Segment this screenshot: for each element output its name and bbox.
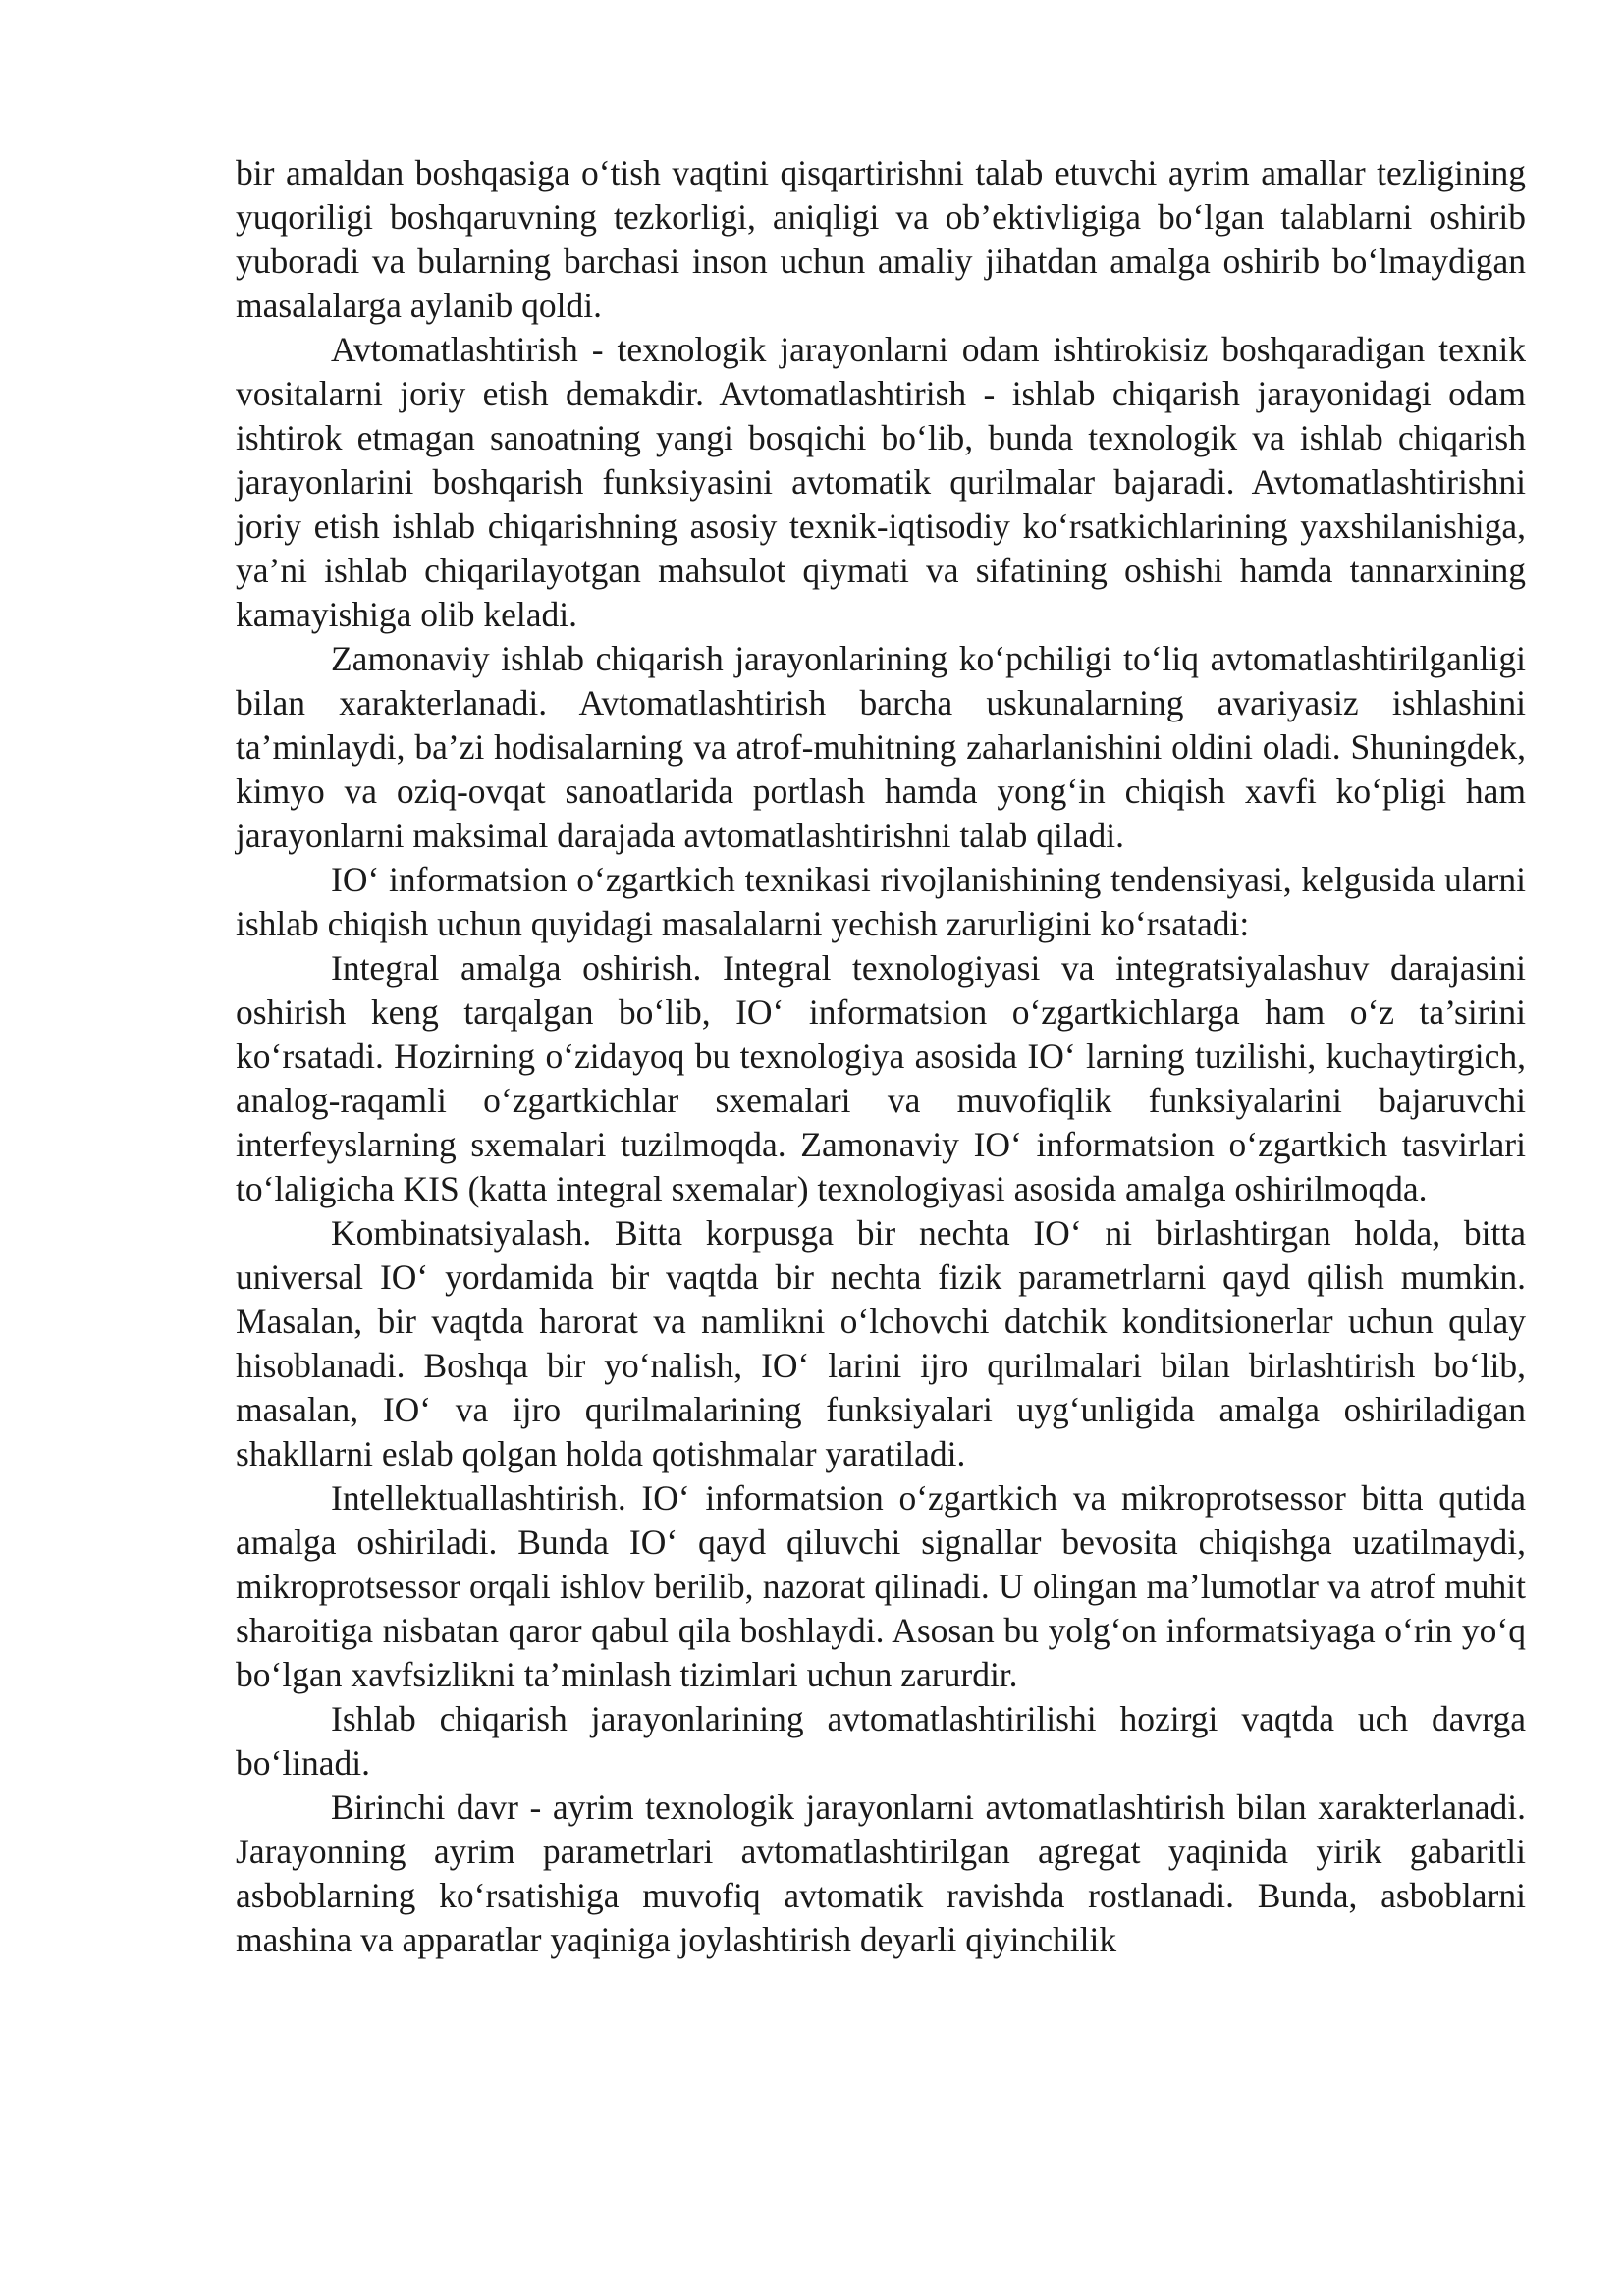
paragraph-automation-definition: Avtomatlashtirish - texnologik jarayonlarni odam ishtirokisiz boshqaradigan texnik vositalarni joriy etish demakdir. Avtomatlashtirish - ishlab chiqarish jarayonidagi odam ishtirok etmagan sanoatning yangi bosqichi bo‘lib, bunda texnologik va ishlab chiqarish jarayonlarini boshqarish funksiyasini avtomatik qurilmalar bajaradi. Avtomatlashtirishni joriy etish ishlab chiqarishning asosiy texnik-iqtisodiy ko‘rsatkichlarining yaxshilanishiga, ya’ni ishlab chiqarilayotgan mahsulot qiymati va sifatining oshishi hamda tannarxining kamayishiga olib keladi. [236,330,1526,634]
document-page [236,151,1526,1962]
paragraph-intellectualization: Intellektuallashtirish. IO‘ informatsion o‘zgartkich va mikroprotsessor bitta qutida amalga oshiriladi. Bunda IO‘ qayd qiluvchi signallar bevosita chiqishga uzatilmaydi, mikroprotsessor orqali ishlov berilib, nazorat qilinadi. U olingan ma’lumotlar va atrof muhit sharoitiga nisbatan qaror qabul qila boshlaydi. Asosan bu yolg‘on informatsiyaga o‘rin yo‘q bo‘lgan xavfsizlikni ta’minlash tizimlari uchun zarurdir. [236,1478,1526,1694]
paragraph-integral: Integral amalga oshirish. Integral texnologiyasi va integratsiyalashuv darajasini oshirish keng tarqalgan bo‘lib, IO‘ informatsion o‘zgartkichlarga ham o‘z ta’sirini ko‘rsatadi. Hozirning o‘zidayoq bu texnologiya asosida IO‘ larning tuzilishi, kuchaytirgich, analog-raqamli o‘zgartkichlar sxemalari va muvofiqlik funksiyalarini bajaruvchi interfeyslarning sxemalari tuzilmoqda. Zamonaviy IO‘ informatsion o‘zgartkich tasvirlari to‘laligicha KIS (katta integral sxemalar) texnologiyasi asosida amalga oshirilmoqda. [236,948,1526,1208]
paragraph-combination: Kombinatsiyalash. Bitta korpusga bir nechta IO‘ ni birlashtirgan holda, bitta universal IO‘ yordamida bir vaqtda bir nechta fizik parametrlarni qayd qilish mumkin. Masalan, bir vaqtda harorat va namlikni o‘lchovchi datchik konditsionerlar uchun qulay hisoblanadi. Boshqa bir yo‘nalish, IO‘ larini ijro qurilmalari bilan birlashtirish bo‘lib, masalan, IO‘ va ijro qurilmalarining funksiyalari uyg‘unligida amalga oshiriladigan shakllarni eslab qolgan holda qotishmalar yaratiladi. [236,1213,1526,1473]
paragraph-io-trends: IO‘ informatsion o‘zgartkich texnikasi rivojlanishining tendensiyasi, kelgusida ularni ishlab chiqish uchun quyidagi masalalarni yechish zarurligini ko‘rsatadi: [236,860,1526,943]
paragraph-first-period: Birinchi davr - ayrim texnologik jarayonlarni avtomatlashtirish bilan xarakterlanadi. Jarayonning ayrim parametrlari avtomatlashtirilgan agregat yaqinida yirik gabaritli asboblarning ko‘rsatishiga muvofiq avtomatik ravishda rostlanadi. Bunda, asboblarni mashina va apparatlar yaqiniga joylashtirish deyarli qiyinchilik [236,1788,1526,1959]
paragraph-continuation: bir amaldan boshqasiga o‘tish vaqtini qisqartirishni talab etuvchi ayrim amallar tezligining yuqoriligi boshqaruvning tezkorligi, aniqligi va ob’ektivligiga bo‘lgan talablarni oshirib yuboradi va bularning barchasi inson uchun amaliy jihatdan amalga oshirib bo‘lmaydigan masalalarga aylanib qoldi. [236,153,1526,325]
paragraph-modern-production: Zamonaviy ishlab chiqarish jarayonlarining ko‘pchiligi to‘liq avtomatlashtirilganligi bilan xarakterlanadi. Avtomatlashtirish barcha uskunalarning avariyasiz ishlashini ta’minlaydi, ba’zi hodisalarning va atrof-muhitning zaharlanishini oldini oladi. Shuningdek, kimyo va oziq-ovqat sanoatlarida portlash hamda yong‘in chiqish xavfi ko‘pligi ham jarayonlarni maksimal darajada avtomatlashtirishni talab qiladi. [236,639,1526,855]
paragraph-three-periods: Ishlab chiqarish jarayonlarining avtomatlashtirilishi hozirgi vaqtda uch davrga bo‘linadi. [236,1699,1526,1783]
